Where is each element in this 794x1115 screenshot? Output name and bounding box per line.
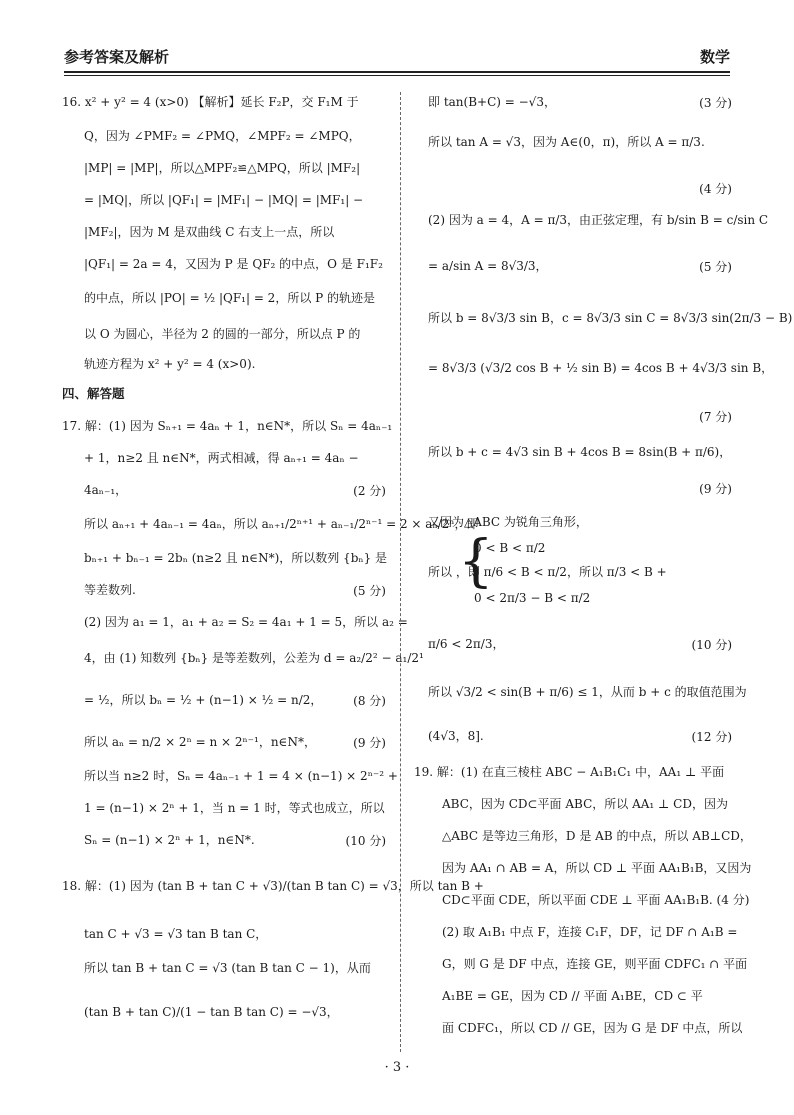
score-mark: (9 分): [699, 482, 732, 496]
text-line: 所以当 n≥2 时，Sₙ = 4aₙ₋₁ + 1 = 4 × (n−1) × 2ⁿ⁻² +: [84, 769, 398, 783]
text-line: (2) 取 A₁B₁ 中点 F，连接 C₁F，DF，记 DF ∩ A₁B =: [442, 925, 738, 939]
text-line: G，则 G 是 DF 中点，连接 GE，则平面 CDFC₁ ∩ 平面: [442, 957, 748, 971]
text-line: = a/sin A = 8√3/3，: [428, 259, 548, 273]
text-line: 所以 ，即 π/6 < B < π/2，所以 π/3 < B +: [428, 565, 667, 579]
text-line: 0 < B < π/2: [474, 541, 546, 555]
score-mark: (3 分): [699, 96, 732, 110]
text-line: CD⊂平面 CDE，所以平面 CDE ⊥ 平面 AA₁B₁B. (4 分): [442, 893, 750, 907]
text-line: tan C + √3 = √3 tan B tan C，: [84, 927, 268, 941]
text-line: 所以 b + c = 4√3 sin B + 4cos B = 8sin(B + π/6)，: [428, 445, 732, 459]
text-line: 因为 AA₁ ∩ AB = A，所以 CD ⊥ 平面 AA₁B₁B，又因为: [442, 861, 752, 875]
text-line: 所以 aₙ = n/2 × 2ⁿ = n × 2ⁿ⁻¹，n∈N*，: [84, 735, 316, 749]
text-line: π/6 < 2π/3，: [428, 637, 505, 651]
text-line: 所以 tan A = √3，因为 A∈(0，π)，所以 A = π/3.: [428, 135, 705, 149]
left-brace: {: [458, 529, 494, 594]
score-mark: (12 分): [691, 730, 732, 744]
header-subject: 数学: [699, 48, 730, 66]
text-line: 0 < 2π/3 − B < π/2: [474, 591, 591, 605]
page-number: · 3 ·: [384, 1060, 410, 1075]
text-line: 以 O 为圆心，半径为 2 的圆的一部分，所以点 P 的: [84, 327, 361, 341]
text-line: 的中点，所以 |PO| = ½ |QF₁| = 2，所以 P 的轨迹是: [84, 291, 376, 305]
text-line: 面 CDFC₁，所以 CD // GE，因为 G 是 DF 中点，所以: [442, 1021, 743, 1035]
text-line: 1 = (n−1) × 2ⁿ + 1，当 n = 1 时，等式也成立，所以: [84, 801, 385, 815]
text-line: 19. 解：(1) 在直三棱柱 ABC − A₁B₁C₁ 中，AA₁ ⊥ 平面: [414, 765, 725, 779]
text-line: 轨迹方程为 x² + y² = 4 (x>0).: [84, 357, 256, 371]
header-title: 参考答案及解析: [64, 48, 170, 66]
score-mark: (7 分): [699, 410, 732, 424]
text-line: 所以 tan B + tan C = √3 (tan B tan C − 1)，从而: [84, 961, 371, 975]
text-line: 等差数列.: [84, 583, 136, 597]
text-line: = 8√3/3 (√3/2 cos B + ½ sin B) = 4cos B + 4√3/3 sin B，: [428, 361, 774, 375]
score-mark: (5 分): [353, 584, 386, 598]
text-line: 18. 解：(1) 因为 (tan B + tan C + √3)/(tan B tan C) = √3，所以 tan B +: [62, 879, 484, 893]
text-line: 又因为△ABC 为锐角三角形，: [428, 515, 588, 529]
text-line: 即 tan(B+C) = −√3，: [428, 95, 556, 109]
text-line: 17. 解：(1) 因为 Sₙ₊₁ = 4aₙ + 1，n∈N*，所以 Sₙ = 4aₙ₋₁: [62, 419, 393, 433]
text-line: |MF₂|，因为 M 是双曲线 C 右支上一点，所以: [84, 225, 335, 239]
score-mark: (8 分): [353, 694, 386, 708]
header-rule-thick: [64, 71, 730, 73]
score-mark: (2 分): [353, 484, 386, 498]
text-line: A₁BE = GE，因为 CD // 平面 A₁BE，CD ⊂ 平: [442, 989, 703, 1003]
text-line: 16. x² + y² = 4 (x>0) 【解析】延长 F₂P，交 F₁M 于: [62, 95, 359, 109]
header-rule-thin: [64, 75, 730, 76]
score-mark: (10 分): [691, 638, 732, 652]
text-line: 4，由 (1) 知数列 {bₙ} 是等差数列，公差为 d = a₂/2² − a₁/2¹: [84, 651, 424, 665]
score-mark: (10 分): [345, 834, 386, 848]
text-line: 4aₙ₋₁，: [84, 483, 128, 497]
text-line: 所以 b = 8√3/3 sin B，c = 8√3/3 sin C = 8√3/3 sin(2π/3 − B): [428, 311, 793, 325]
column-divider: [400, 92, 401, 1052]
text-line: |MP| = |MP|，所以△MPF₂≌△MPQ，所以 |MF₂|: [84, 161, 361, 175]
text-line: Sₙ = (n−1) × 2ⁿ + 1，n∈N*.: [84, 833, 255, 847]
text-line: ABC，因为 CD⊂平面 ABC，所以 AA₁ ⊥ CD，因为: [442, 797, 728, 811]
text-line: bₙ₊₁ + bₙ₋₁ = 2bₙ (n≥2 且 n∈N*)，所以数列 {bₙ} 是: [84, 551, 388, 565]
text-line: (tan B + tan C)/(1 − tan B tan C) = −√3，: [84, 1005, 339, 1019]
text-line: = ½，所以 bₙ = ½ + (n−1) × ½ = n/2，: [84, 693, 323, 707]
text-line: 所以 aₙ₊₁ + 4aₙ₋₁ = 4aₙ，所以 aₙ₊₁/2ⁿ⁺¹ + aₙ₋₁/2ⁿ⁻¹ = 2 × aₙ/2ⁿ，即: [84, 517, 479, 531]
text-line: △ABC 是等边三角形，D 是 AB 的中点，所以 AB⊥CD，: [442, 829, 752, 843]
score-mark: (4 分): [699, 182, 732, 196]
text-line: (2) 因为 a = 4，A = π/3，由正弦定理，有 b/sin B = c/sin C: [428, 213, 769, 227]
text-line: (4√3，8].: [428, 729, 484, 743]
text-line: Q，因为 ∠PMF₂ = ∠PMQ，∠MPF₂ = ∠MPQ，: [84, 129, 361, 143]
score-mark: (9 分): [353, 736, 386, 750]
text-line: + 1，n≥2 且 n∈N*，两式相减，得 aₙ₊₁ = 4aₙ −: [84, 451, 359, 465]
text-line: 所以 √3/2 < sin(B + π/6) ≤ 1，从而 b + c 的取值范围为: [428, 685, 747, 699]
section-heading: 四、解答题: [62, 386, 125, 401]
score-mark: (5 分): [699, 260, 732, 274]
text-line: = |MQ|，所以 |QF₁| = |MF₁| − |MQ| = |MF₁| −: [84, 193, 364, 207]
text-line: (2) 因为 a₁ = 1，a₁ + a₂ = S₂ = 4a₁ + 1 = 5，所以 a₂ =: [84, 615, 408, 629]
page-header: [64, 46, 730, 70]
text-line: |QF₁| = 2a = 4，又因为 P 是 QF₂ 的中点，O 是 F₁F₂: [84, 257, 383, 271]
